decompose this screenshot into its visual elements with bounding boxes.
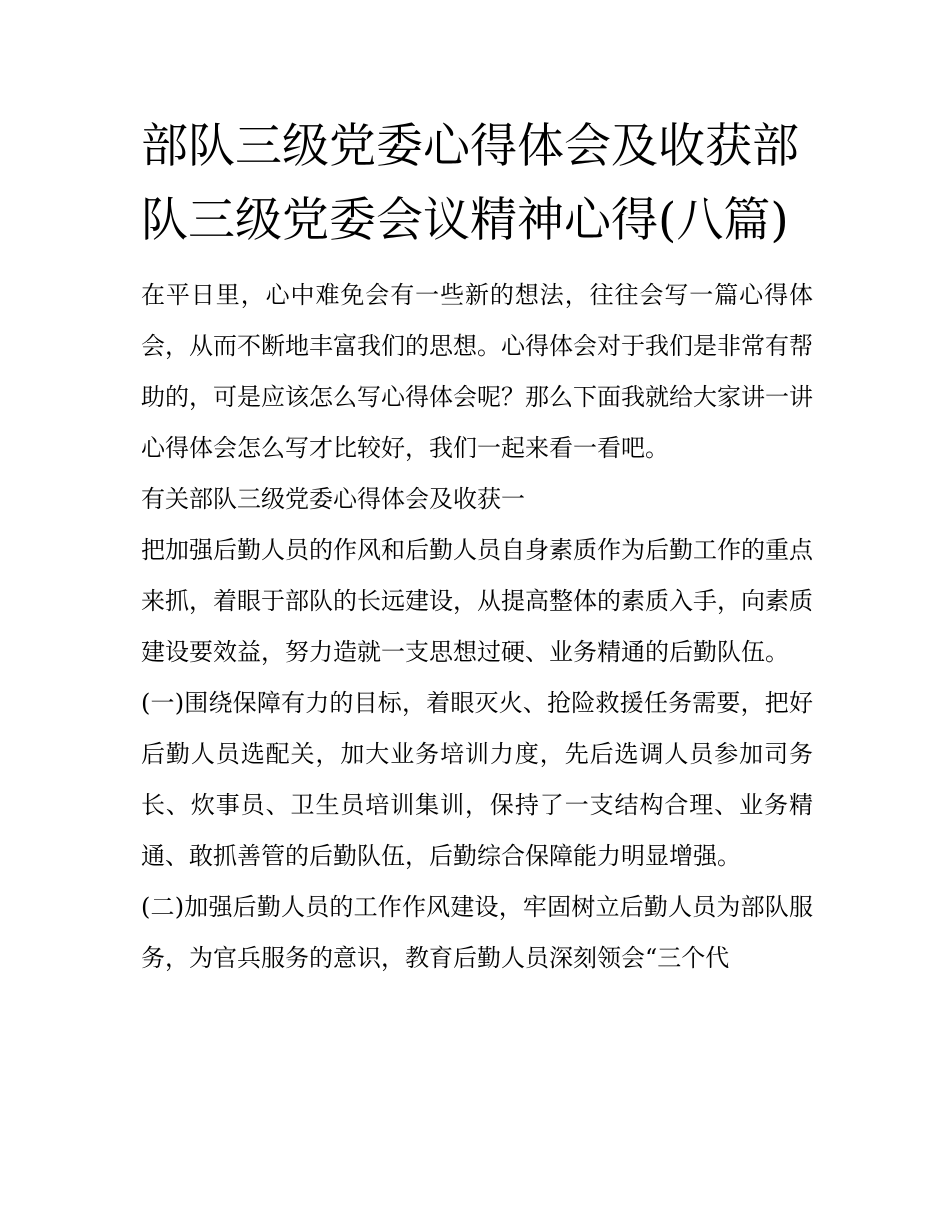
document-page xyxy=(141,110,813,984)
intro-paragraph: 在平日里，心中难免会有一些新的想法，往往会写一篇心得体会，从而不断地丰富我们的思想。心得体会对于我们是非常有帮助的，可是应该怎么写心得体会呢？那么下面我就给大家讲一讲心得体会怎么写才比较好，我们一起来看一看吧。 xyxy=(141,281,813,462)
document-title: 部队三级党委心得体会及收获部队三级党委会议精神心得(八篇) xyxy=(141,119,799,248)
body-paragraph: (一)围绕保障有力的目标，着眼灭火、抢险救援任务需要，把好后勤人员选配关，加大业务培训力度，先后选调人员参加司务长、炊事员、卫生员培训集训，保持了一支结构合理、业务精通、敢抓善管的后勤队伍，后勤综合保障能力明显增强。 xyxy=(141,689,813,870)
section-heading: 有关部队三级党委心得体会及收获一 xyxy=(141,485,525,513)
body-paragraph: (二)加强后勤人员的工作作风建设，牢固树立后勤人员为部队服务，为官兵服务的意识，教育后勤人员深刻领会“三个代 xyxy=(141,893,813,972)
document-body xyxy=(141,270,813,984)
body-paragraph: 把加强后勤人员的作风和后勤人员自身素质作为后勤工作的重点来抓，着眼于部队的长远建设，从提高整体的素质入手，向素质建设要效益，努力造就一支思想过硬、业务精通的后勤队伍。 xyxy=(141,536,813,666)
